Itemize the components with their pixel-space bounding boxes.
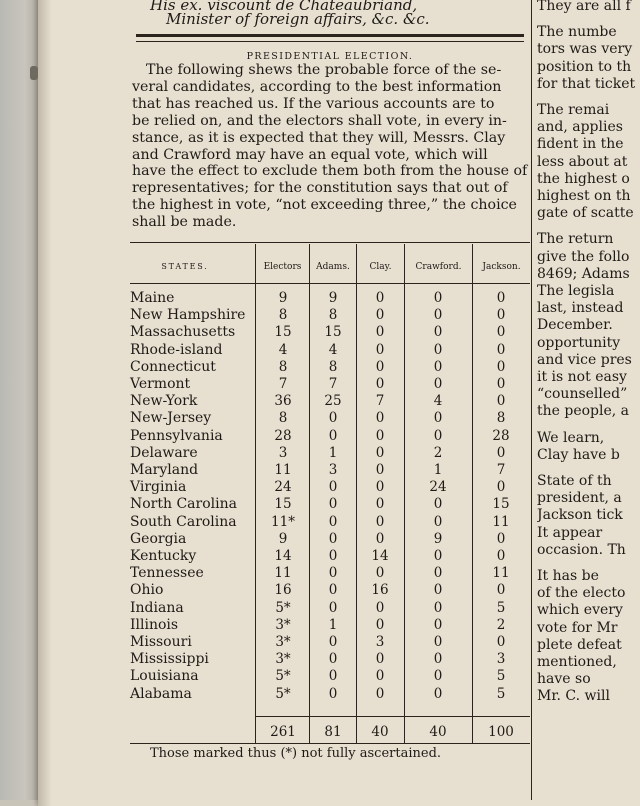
electors-value: 15 (274, 496, 292, 513)
electors-value: 3 (278, 444, 288, 461)
adams-value: 0 (328, 410, 338, 427)
clay-value: 0 (375, 462, 385, 478)
right-column-line: 8469; Adams (537, 265, 630, 282)
article-heading: PRESIDENTIAL ELECTION. (246, 51, 414, 62)
electors-value: 3* (275, 616, 291, 633)
total-electors: 261 (270, 724, 296, 740)
article-line: and Crawford may have an equal vote, which will (132, 146, 488, 163)
totals-rule (255, 716, 530, 717)
jackson-value: 5 (496, 668, 506, 685)
electors-value: 5* (275, 668, 291, 685)
adams-value: 0 (328, 599, 338, 616)
jackson-value: 0 (496, 548, 506, 564)
adams-value: 0 (328, 582, 338, 599)
right-column-line: it is not easy (537, 369, 627, 385)
table-row (130, 479, 530, 496)
clay-value: 0 (375, 565, 385, 582)
state-name: North Carolina (130, 496, 237, 513)
state-name: Missouri (130, 634, 192, 650)
table-row (130, 376, 530, 393)
crawford-value: 0 (433, 496, 443, 513)
right-column-line: State of th (537, 473, 612, 489)
state-name: Connecticut (130, 358, 216, 375)
article-line: that has reached us. If the various accounts are to (132, 95, 495, 112)
jackson-value: 0 (496, 582, 506, 599)
crawford-value: 2 (433, 444, 443, 461)
jackson-value: 0 (496, 307, 506, 324)
crawford-value: 0 (433, 582, 443, 599)
right-column-line: and vice pres (537, 351, 632, 368)
state-name: Maryland (130, 462, 199, 478)
right-column-line: The legisla (537, 283, 615, 299)
state-name: New-York (130, 393, 198, 410)
electors-value: 9 (278, 290, 288, 306)
right-column-line: The numbe (537, 24, 617, 41)
right-column-line: the highest o (537, 170, 630, 187)
state-name: Delaware (130, 444, 198, 461)
crawford-value: 0 (433, 668, 443, 685)
jackson-value: 28 (492, 427, 510, 444)
electors-value: 3* (275, 634, 291, 650)
table-row (130, 359, 530, 376)
electors-value: 24 (274, 479, 292, 496)
adams-value: 15 (324, 324, 342, 341)
table-row (130, 617, 530, 634)
table-header-rule (130, 283, 530, 284)
crawford-value: 0 (433, 410, 443, 427)
article-line: be relied on, and the electors shall vote, in every in- (132, 112, 507, 129)
clay-value: 7 (375, 393, 385, 410)
total-jackson: 100 (488, 724, 514, 740)
right-column-line: last, instead (537, 300, 624, 317)
jackson-value: 0 (496, 324, 506, 341)
crawford-value: 0 (433, 651, 443, 668)
article-line: have the effect to exclude them both from the house of (132, 163, 528, 180)
crawford-value: 4 (433, 393, 443, 410)
clay-value: 0 (375, 651, 385, 668)
table-row (130, 686, 530, 703)
jackson-value: 5 (496, 685, 506, 702)
binding-hole (30, 66, 38, 80)
jackson-value: 0 (496, 358, 506, 375)
table-top-rule (130, 242, 530, 243)
electors-value: 9 (278, 530, 288, 547)
header-jackson: Jackson. (482, 262, 521, 272)
adams-value: 9 (328, 290, 338, 306)
adams-value: 25 (324, 393, 342, 410)
electors-value: 5* (275, 685, 291, 702)
state-name: Maine (130, 290, 175, 306)
state-name: New-Jersey (130, 410, 212, 427)
adams-value: 1 (328, 444, 338, 461)
article-line: The following shews the probable force of the se- (146, 62, 502, 78)
table-row (130, 307, 530, 324)
right-column-line: We learn, (537, 429, 605, 446)
table-row (130, 514, 530, 531)
clay-value: 0 (375, 530, 385, 547)
adams-value: 1 (328, 616, 338, 633)
table-row (130, 651, 530, 668)
crawford-value: 0 (433, 599, 443, 616)
table-footnote: Those marked thus (*) not fully ascertained. (150, 746, 442, 761)
right-column-line: and, applies (537, 119, 623, 136)
jackson-value: 0 (496, 393, 506, 410)
jackson-value: 0 (496, 479, 506, 496)
article-line: representatives; for the constitution says that out of (132, 180, 508, 197)
jackson-value: 0 (496, 634, 506, 650)
electors-value: 8 (278, 307, 288, 324)
right-column-line: fident in the (537, 136, 624, 153)
adams-value: 0 (328, 634, 338, 650)
state-name: Mississippi (130, 651, 209, 668)
electors-value: 8 (278, 410, 288, 427)
clay-value: 3 (375, 634, 385, 650)
crawford-value: 0 (433, 427, 443, 444)
table-row (130, 565, 530, 582)
clay-value: 14 (371, 548, 389, 564)
right-column-line: give the follo (537, 248, 630, 265)
total-adams: 81 (324, 724, 342, 740)
right-column-line: the people, a (537, 403, 630, 420)
crawford-value: 1 (433, 462, 443, 478)
electors-value: 11* (271, 513, 295, 530)
clay-value: 0 (375, 444, 385, 461)
adams-value: 0 (328, 530, 338, 547)
crawford-value: 24 (429, 479, 447, 496)
header-electors: Electors (263, 262, 302, 272)
electors-value: 4 (278, 341, 288, 358)
state-name: Ohio (130, 582, 164, 599)
top-line-1: His ex. viscount de Chateaubriand, (150, 0, 418, 14)
electors-value: 15 (274, 324, 292, 341)
table-row (130, 393, 530, 410)
article-body (132, 62, 528, 231)
jackson-value: 0 (496, 444, 506, 461)
crawford-value: 0 (433, 376, 443, 392)
electors-value: 5* (275, 599, 291, 616)
totals-row (130, 724, 530, 742)
electors-value: 8 (278, 358, 288, 375)
table-row (130, 496, 530, 513)
crawford-value: 0 (433, 324, 443, 341)
right-column-line: vote for Mr (537, 619, 618, 636)
adams-value: 4 (328, 341, 338, 358)
right-column-line: of the electo (537, 585, 626, 602)
right-column-line: less about at (537, 153, 628, 170)
jackson-value: 5 (496, 599, 506, 616)
adams-value: 3 (328, 462, 338, 478)
header-rule-thin (136, 41, 524, 42)
adams-value: 0 (328, 427, 338, 444)
table-bottom-rule (130, 743, 530, 744)
state-name: Tennessee (130, 565, 204, 582)
state-name: New Hampshire (130, 307, 246, 324)
state-name: Illinois (130, 616, 179, 633)
header-adams: Adams. (316, 262, 350, 272)
right-column (537, 0, 640, 800)
clay-value: 0 (375, 599, 385, 616)
jackson-value: 7 (496, 462, 506, 478)
crawford-value: 0 (433, 290, 443, 306)
clay-value: 0 (375, 376, 385, 392)
right-column-line: opportunity (537, 334, 621, 351)
right-column-line: for that ticket (537, 75, 636, 92)
clay-value: 0 (375, 479, 385, 496)
table-row (130, 445, 530, 462)
electors-value: 11 (274, 565, 292, 582)
article-line: the highest in vote, “not exceeding three,” the choice (132, 197, 517, 214)
electors-value: 3* (275, 651, 291, 668)
electors-value: 7 (278, 376, 288, 392)
header-clay: Clay. (369, 262, 392, 272)
right-column-line: December. (537, 317, 613, 334)
right-column-line: They are all f (537, 0, 631, 14)
jackson-value: 0 (496, 376, 506, 392)
electors-value: 11 (274, 462, 292, 478)
table-row (130, 428, 530, 445)
crawford-value: 0 (433, 307, 443, 324)
jackson-value: 0 (496, 341, 506, 358)
state-name: Louisiana (130, 668, 199, 685)
jackson-value: 3 (496, 651, 506, 668)
jackson-value: 15 (492, 496, 510, 513)
right-column-line: mentioned, (537, 654, 617, 670)
table-row (130, 548, 530, 565)
state-name: Kentucky (130, 548, 197, 564)
table-row (130, 324, 530, 341)
jackson-value: 11 (492, 513, 510, 530)
clay-value: 0 (375, 324, 385, 341)
clay-value: 0 (375, 358, 385, 375)
state-name: South Carolina (130, 513, 237, 530)
right-column-line: “counselled” (537, 386, 628, 403)
right-column-line: position to th (537, 58, 632, 75)
table-row (130, 410, 530, 427)
clay-value: 0 (375, 307, 385, 324)
right-column-line: president, a (537, 490, 622, 507)
electors-value: 28 (274, 427, 292, 444)
background-left-edge (0, 0, 42, 800)
table-row (130, 290, 530, 307)
right-column-line: Jackson tick (537, 507, 623, 524)
clay-value: 0 (375, 341, 385, 358)
clay-value: 16 (371, 582, 389, 599)
adams-value: 0 (328, 479, 338, 496)
right-column-line: plete defeat (537, 636, 622, 653)
right-column-line: highest on th (537, 188, 631, 204)
header-crawford: Crawford. (415, 262, 462, 272)
adams-value: 0 (328, 565, 338, 582)
jackson-value: 11 (492, 565, 510, 582)
crawford-value: 0 (433, 358, 443, 375)
total-crawford: 40 (429, 724, 447, 740)
right-column-line: occasion. Th (537, 541, 626, 558)
article-line: shall be made. (132, 214, 237, 231)
right-column-line: Clay have b (537, 446, 620, 463)
state-name: Vermont (130, 376, 191, 392)
right-column-line: have so (537, 671, 591, 688)
state-name: Indiana (130, 599, 184, 616)
crawford-value: 0 (433, 341, 443, 358)
top-line-2: Minister of foreign affairs, &c. &c. (166, 10, 430, 28)
right-column-line: It appear (537, 524, 603, 541)
total-clay: 40 (371, 724, 389, 740)
adams-value: 8 (328, 307, 338, 324)
header-rule-thick (136, 34, 524, 37)
clay-value: 0 (375, 513, 385, 530)
table-row (130, 668, 530, 685)
state-name: Virginia (130, 479, 187, 496)
adams-value: 0 (328, 496, 338, 513)
right-column-line: It has be (537, 568, 599, 584)
state-name: Alabama (130, 685, 192, 702)
state-name: Massachusetts (130, 324, 236, 341)
adams-value: 0 (328, 513, 338, 530)
clay-value: 0 (375, 616, 385, 633)
adams-value: 7 (328, 376, 338, 392)
right-column-line: gate of scatte (537, 205, 634, 222)
crawford-value: 0 (433, 548, 443, 564)
table-row (130, 531, 530, 548)
adams-value: 0 (328, 548, 338, 564)
state-name: Rhode-island (130, 341, 223, 358)
right-column-line: The remai (537, 102, 610, 118)
crawford-value: 0 (433, 634, 443, 650)
adams-value: 0 (328, 685, 338, 702)
table-row (130, 582, 530, 599)
clay-value: 0 (375, 496, 385, 513)
table-row (130, 462, 530, 479)
electors-value: 14 (274, 548, 292, 564)
adams-value: 8 (328, 358, 338, 375)
crawford-value: 0 (433, 685, 443, 702)
table-row (130, 634, 530, 651)
crawford-value: 0 (433, 513, 443, 530)
jackson-value: 0 (496, 530, 506, 547)
jackson-value: 2 (496, 616, 506, 633)
header-states: STATES. (161, 262, 209, 271)
jackson-value: 8 (496, 410, 506, 427)
right-column-line: Mr. C. will (537, 688, 610, 705)
column-separator (531, 0, 532, 800)
right-column-line: which every (537, 602, 623, 619)
state-name: Georgia (130, 530, 187, 547)
clay-value: 0 (375, 427, 385, 444)
crawford-value: 0 (433, 565, 443, 582)
article-line: stance, as it is expected that they will, Messrs. Clay (132, 129, 506, 146)
state-name: Pennsylvania (130, 427, 223, 444)
electors-value: 16 (274, 582, 292, 599)
clay-value: 0 (375, 410, 385, 427)
right-column-line: The return (537, 231, 614, 248)
table-row (130, 342, 530, 359)
jackson-value: 0 (496, 290, 506, 306)
adams-value: 0 (328, 651, 338, 668)
right-column-line: tors was very (537, 41, 633, 58)
crawford-value: 9 (433, 530, 443, 547)
electors-value: 36 (274, 393, 292, 410)
crawford-value: 0 (433, 616, 443, 633)
clay-value: 0 (375, 685, 385, 702)
clay-value: 0 (375, 668, 385, 685)
table-row (130, 600, 530, 617)
adams-value: 0 (328, 668, 338, 685)
article-line: veral candidates, according to the best information (132, 78, 502, 95)
clay-value: 0 (375, 290, 385, 306)
